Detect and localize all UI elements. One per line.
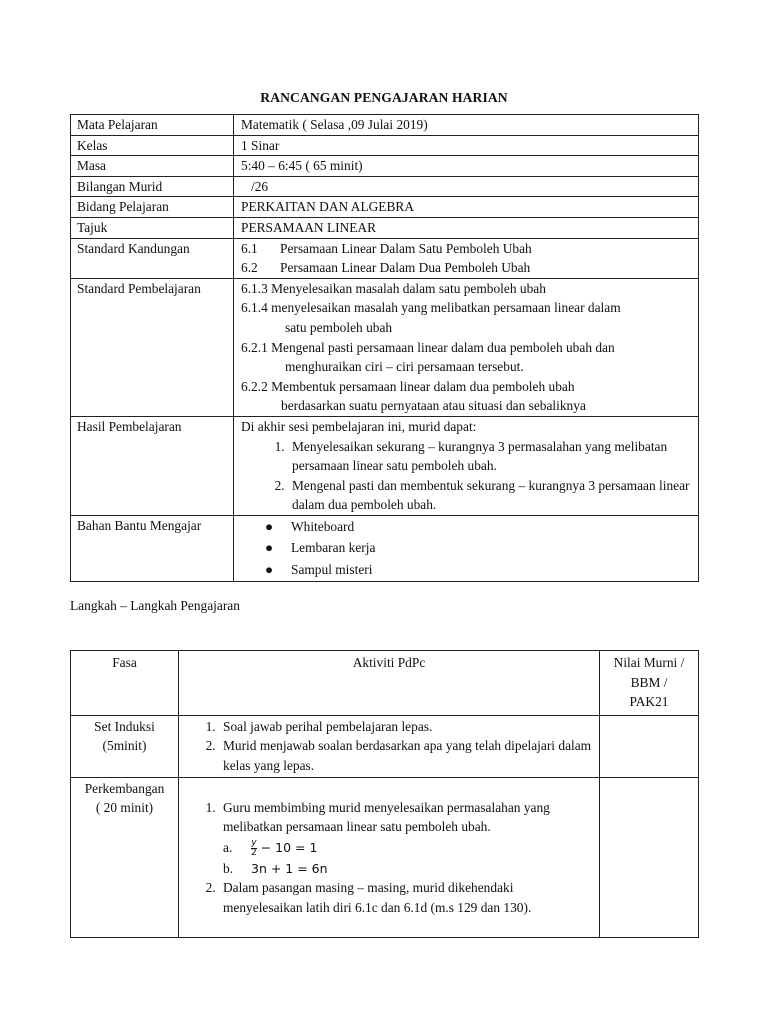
table-row <box>71 115 699 136</box>
equation-a: $\frac{y}{2}$ − 10 = 1 <box>251 837 318 858</box>
header-nilai: Nilai Murni / BBM / PAK21 <box>600 651 699 716</box>
page-title: RANCANGAN PENGAJARAN HARIAN <box>260 90 508 105</box>
value-bidang-pelajaran: PERKAITAN DAN ALGEBRA <box>234 197 699 218</box>
label-hasil-pembelajaran: Hasil Pembelajaran <box>71 416 234 515</box>
kandungan-item: 6.2 Persamaan Linear Dalam Dua Pemboleh Ubah <box>241 260 531 276</box>
bullet-icon: ● <box>265 518 274 534</box>
pembelajaran-line: menghuraikan ciri – ciri persamaan tersebut. <box>285 359 524 375</box>
table-row <box>71 176 699 197</box>
nilai-cell <box>600 777 699 937</box>
perkembangan-activities <box>185 798 593 918</box>
bullet-icon: ● <box>265 562 274 578</box>
fasa-set-induksi: Set Induksi (5minit) <box>71 715 179 777</box>
set-induksi-activities <box>185 717 593 776</box>
sub-list <box>223 837 593 879</box>
label-masa: Masa <box>71 156 234 177</box>
pembelajaran-line: 6.2.1 Mengenal pasti persamaan linear dalam dua pemboleh ubah dan <box>241 339 615 355</box>
table-row <box>71 777 699 937</box>
pembelajaran-line: 6.2.2 Membentuk persamaan linear dalam dua pemboleh ubah <box>241 378 575 394</box>
table-header-row <box>71 651 699 716</box>
fasa-perkembangan: Perkembangan ( 20 minit) <box>71 777 179 937</box>
label-kelas: Kelas <box>71 135 234 156</box>
label-bidang-pelajaran: Bidang Pelajaran <box>71 197 234 218</box>
header-fasa: Fasa <box>71 651 179 716</box>
bahan-list <box>241 517 692 580</box>
header-aktiviti: Aktiviti PdPc <box>179 651 600 716</box>
kandungan-item: 6.1 Persamaan Linear Dalam Satu Pemboleh Ubah <box>241 240 532 256</box>
list-item: ● Sampul misteri <box>287 560 692 580</box>
pembelajaran-line: satu pemboleh ubah <box>285 319 393 335</box>
table-row <box>71 135 699 156</box>
teaching-steps-table <box>70 650 699 938</box>
list-item: 2. Murid menjawab soalan berdasarkan apa yang telah dipelajari dalam kelas yang lepas. <box>219 736 593 775</box>
table-row <box>71 217 699 238</box>
label-bahan-bantu: Bahan Bantu Mengajar <box>71 515 234 581</box>
table-row <box>71 715 699 777</box>
section-caption: Langkah – Langkah Pengajaran <box>70 598 240 613</box>
list-item: 1. Guru membimbing murid menyelesaikan permasalahan yang melibatkan persamaan linear satu pemboleh ubah. a. $\frac{y}{2}$ − 10 = 1 b. 3n + 1 = 6n <box>219 798 593 879</box>
value-kelas: 1 Sinar <box>234 135 699 156</box>
hasil-list <box>241 437 692 515</box>
lesson-info-table <box>70 114 699 582</box>
value-tajuk: PERSAMAAN LINEAR <box>234 217 699 238</box>
hasil-intro: Di akhir sesi pembelajaran ini, murid dapat: <box>241 418 477 434</box>
table-row <box>71 416 699 515</box>
value-bilangan-murid: /26 <box>251 178 269 194</box>
list-item: ● Lembaran kerja <box>287 538 692 558</box>
table-row <box>71 515 699 581</box>
fraction: $\frac{y}{2}$ <box>251 837 257 858</box>
table-row <box>71 238 699 278</box>
label-standard-pembelajaran: Standard Pembelajaran <box>71 278 234 416</box>
nilai-cell <box>600 715 699 777</box>
list-item: 1. Soal jawab perihal pembelajaran lepas. <box>219 717 593 737</box>
table-row <box>71 156 699 177</box>
label-tajuk: Tajuk <box>71 217 234 238</box>
label-standard-kandungan: Standard Kandungan <box>71 238 234 278</box>
equation-b: 3n + 1 = 6n <box>251 860 328 876</box>
list-item: ● Whiteboard <box>287 517 692 537</box>
label-mata-pelajaran: Mata Pelajaran <box>71 115 234 136</box>
pembelajaran-line: berdasarkan suatu pernyataan atau situasi dan sebaliknya <box>281 398 586 414</box>
pembelajaran-line: 6.1.4 menyelesaikan masalah yang melibatkan persamaan linear dalam <box>241 300 621 316</box>
sub-item-a: a. $\frac{y}{2}$ − 10 = 1 <box>223 837 318 858</box>
label-bilangan-murid: Bilangan Murid <box>71 176 234 197</box>
list-item: 2. Dalam pasangan masing – masing, murid dikehendaki menyelesaikan latih diri 6.1c dan 6.1d (m.s 129 dan 130). <box>219 878 593 917</box>
sub-item-b: b. 3n + 1 = 6n <box>223 860 328 876</box>
value-masa: 5:40 – 6:45 ( 65 minit) <box>234 156 699 177</box>
table-row <box>71 197 699 218</box>
list-item: 2. Mengenal pasti dan membentuk sekurang – kurangnya 3 persamaan linear dalam dua pemboleh ubah. <box>288 476 692 515</box>
bullet-icon: ● <box>265 540 274 556</box>
list-item: 1. Menyelesaikan sekurang – kurangnya 3 permasalahan yang melibatan persamaan linear satu pemboleh ubah. <box>288 437 692 476</box>
value-mata-pelajaran: Matematik ( Selasa ,09 Julai 2019) <box>234 115 699 136</box>
pembelajaran-line: 6.1.3 Menyelesaikan masalah dalam satu pemboleh ubah <box>241 280 546 296</box>
table-row <box>71 278 699 416</box>
